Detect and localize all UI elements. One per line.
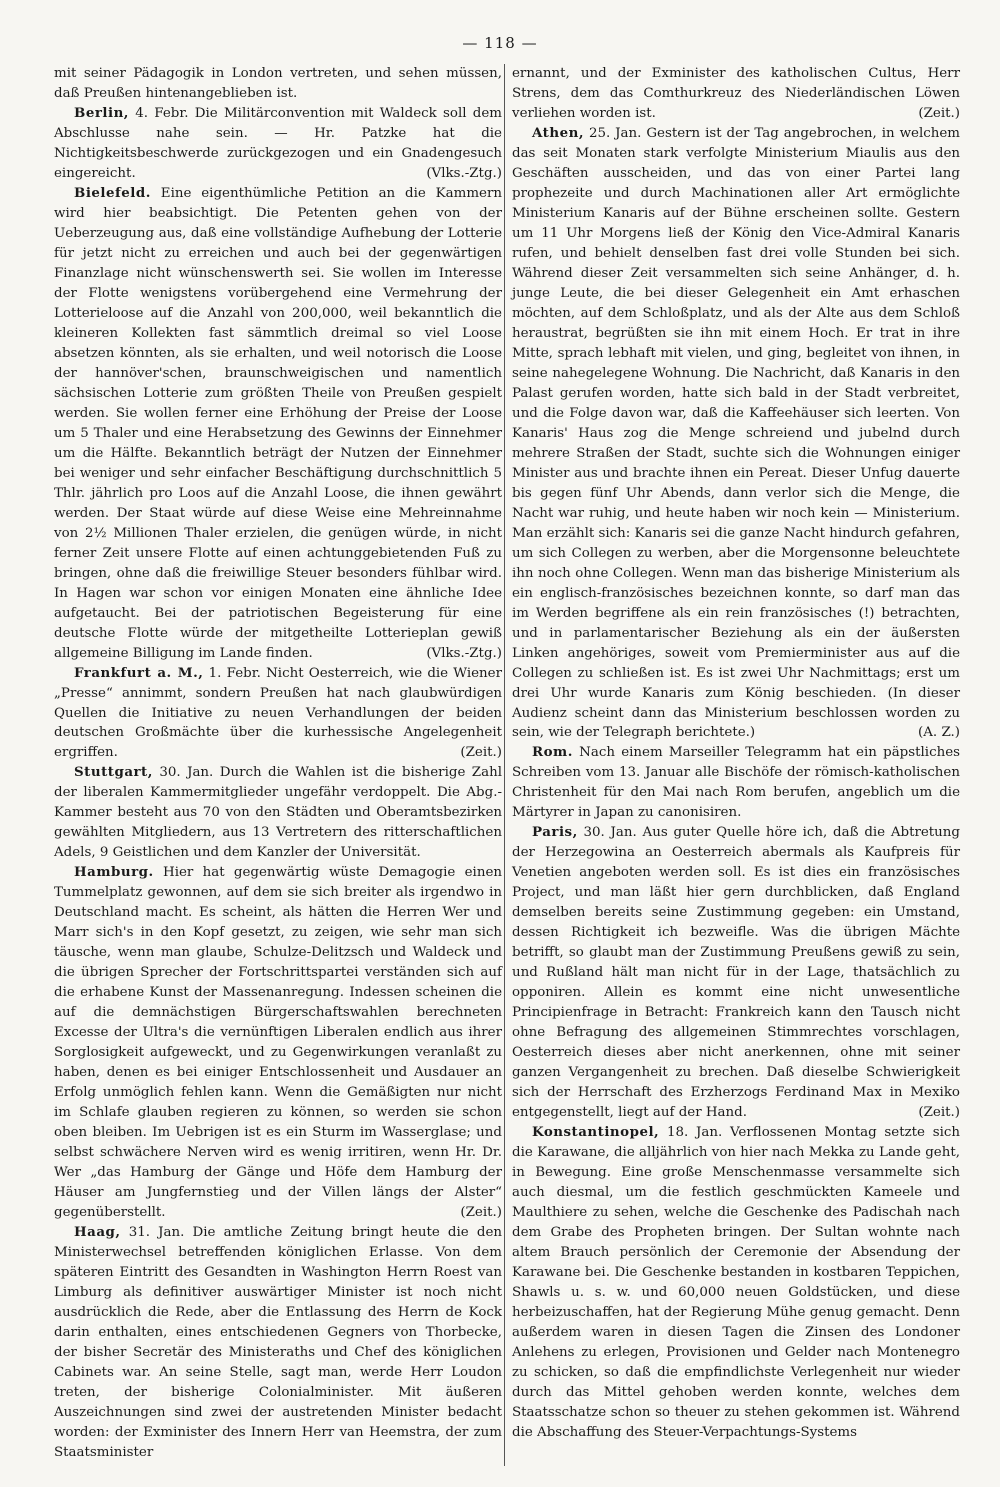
article-bielefeld xyxy=(54,184,502,664)
article-source: (Vlks.-Ztg.) xyxy=(426,165,502,181)
article-source: (A. Z.) xyxy=(918,725,960,741)
article-source: (Vlks.-Ztg.) xyxy=(426,645,502,661)
article-text: Nach einem Marseiller Telegramm hat ein päpstliches Schreiben vom 13. Januar alle Bischöfe der römisch-katholischen Christenheit für den Mai nach Rom berufen, angeblich um die Märtyrer in Japan zu canonisiren. xyxy=(512,745,960,821)
dateline-place: Stuttgart, xyxy=(74,764,153,781)
article-source: (Zeit.) xyxy=(918,105,960,121)
article-berlin xyxy=(54,104,502,184)
article-paris xyxy=(512,823,960,1123)
dateline-place: Frankfurt a. M., xyxy=(74,664,204,681)
article-text: Eine eigenthümliche Petition an die Kammern wird hier beabsichtigt. Die Petenten gehen von der Ueberzeugung aus, daß eine vollständige Aufhebung der Lotterie für jetzt nicht zu erreichen und auch bei der gegenwärtigen Finanzlage nicht wünschenswerth sei. Sie wollen im Interesse der Flotte wenigstens vorübergehend eine Vermehrung der Lotterieloose auf die Anzahl von 200,000, weil bekanntlich die kleineren Kollekten fast sämmtlich dreimal so viel Loose absetzen könnten, als sie erhalten, und weil notorisch die Loose der hannöver'schen, braunschweigischen und namentlich sächsischen Lotterie zum größten Theile von Preußen gespielt werden. Sie wollen ferner eine Erhöhung der Preise der Loose um 5 Thaler und eine Herabsetzung des Gewinns der Einnehmer um die Hälfte. Bekanntlich beträgt der Nutzen der Einnehmer bei weniger und sehr einfacher Beschäftigung durchschnittlich 5 Thlr. jährlich pro Loos auf die Anzahl Loose, die ihnen gewährt werden. Der Staat würde auf diese Weise eine Mehreinnahme von 2½ Millionen Thaler erzielen, die genügen würde, in nicht ferner Zeit unsere Flotte auf einen achtunggebietenden Fuß zu bringen, ohne daß die freiwillige Steuer besonders fühlbar wird. In Hagen war schon vor einigen Monaten eine ähnliche Idee aufgetaucht. Bei der patriotischen Begeisterung für eine deutsche Flotte würde der mitgetheilte Lotterieplan gewiß allgemeine Billigung im Lande finden. xyxy=(54,185,502,661)
article-text: ernannt, und der Exminister des katholischen Cultus, Herr Strens, dem das Comthurkreuz des Niederländischen Löwen verliehen worden ist. xyxy=(512,66,960,121)
right-column xyxy=(512,64,960,1443)
article-source: (Zeit.) xyxy=(460,1205,502,1221)
article-text: 4. Febr. Die Militärconvention mit Waldeck soll dem Abschlusse nahe sein. — Hr. Patzke hat die Nichtigkeitsbeschwerde zurückgezogen und ein Gnadengesuch eingereicht. xyxy=(54,105,502,181)
page-number: — 118 — xyxy=(462,34,538,52)
article-text: 18. Jan. Verflossenen Montag setzte sich die Karawane, die alljährlich von hier nach Mekka zu Lande geht, in Bewegung. Eine große Menschenmasse versammelte sich auch diesmal, um die festlich geschmückten Kameele und Maulthiere zu sehen, welche die Geschenke des Padischah nach dem Grabe des Propheten bringen. Der Sultan wohnte nach altem Brauch persönlich der Ceremonie der Absendung der Karawane bei. Die Geschenke bestanden in kostbaren Teppichen, Shawls u. s. w. und 60,000 neuen Goldstücken, und diese herbeizuschaffen, hat der Regierung Mühe genug gemacht. Denn außerdem waren in diesen Tagen die Zinsen des Londoner Anlehens zu erlegen, Provisionen und Gelder nach Montenegro zu schicken, so daß die empfindlichste Verlegenheit nur wieder durch das Mittel gehoben werden konnte, welches dem Staatsschatze schon so theuer zu stehen gekommen ist. Während die Abschaffung des Steuer-Verpachtungs-Systems xyxy=(512,1125,960,1440)
article-source: (Zeit.) xyxy=(460,745,502,761)
article-text: Hier hat gegenwärtig wüste Demagogie einen Tummelplatz gewonnen, auf dem sie sich breiter als irgendwo in Deutschland macht. Es scheint, als hätten die Herren Wer und Marr sich's in den Kopf gesetzt, zu zeigen, wie sehr man sich täusche, wenn man glaube, Schulze-Delitzsch und Waldeck und die übrigen Sprecher der Fortschrittspartei verständen sich auf die erhabene Kunst der Massenanregung. Indessen scheinen die auf die demnächstigen Bürgerschaftswahlen berechneten Excesse der Ultra's die vernünftigen Liberalen endlich aus ihrer Sorglosigkeit aufgeweckt, und zu Gegenwirkungen veranlaßt zu haben, denen es bei einiger Entschlossenheit und Ausdauer an Erfolg unmöglich fehlen kann. Wenn die Gemäßigten nur nicht im Schlafe glauben regieren zu können, so werden sie schon oben bleiben. Im Uebrigen ist es ein Sturm im Wasserglase; und selbst schwächere Nerven wird es wenig irritiren, wenn Hr. Dr. Wer „das Hamburg der Gänge und Höfe dem Hamburg der Häuser am Jungfernstieg und der Villen längs der Alster“ gegenüberstellt. xyxy=(54,865,502,1221)
article-rom xyxy=(512,743,960,823)
dateline-place: Berlin, xyxy=(74,104,129,121)
dateline-place: Paris, xyxy=(532,824,578,841)
column-divider xyxy=(504,64,505,1466)
left-column xyxy=(54,64,502,1463)
dateline-place: Hamburg. xyxy=(74,864,154,881)
article-text: 25. Jan. Gestern ist der Tag angebrochen, in welchem das seit Monaten stark verfolgte Ministerium Miaulis aus den Geschäften ausscheiden, und das von einer Partei lang prophezeite und durch Machinationen aller Art ermöglichte Ministerium Kanaris auf der Bühne erscheinen sollte. Gestern um 11 Uhr Morgens ließ der König den Vice-Admiral Kanaris rufen, und behielt denselben fast drei volle Stunden bei sich. Während dieser Zeit versammelten sich seine Anhänger, d. h. junge Leute, die bei dieser Gelegenheit ein Amt erhaschen möchten, auf dem Schloßplatz, und als der Alte aus dem Schloß heraustrat, begrüßten sie ihn mit einem Hoch. Er trat in ihre Mitte, sprach lebhaft mit vielen, und ging, begleitet von ihnen, in seine nahegelegene Wohnung. Die Nachricht, daß Kanaris in den Palast gerufen worden, hatte sich bald in der Stadt verbreitet, und die Folge davon war, daß die Kaffeehäuser sich leerten. Von Kanaris' Haus zog die Menge schreiend und jubelnd durch mehrere Straßen der Stadt, suchte sich die Wohnungen einiger Minister aus und brachte ihnen ein Pereat. Dieser Unfug dauerte bis gegen fünf Uhr Abends, dann verlor sich die Menge, die Nacht war ruhig, und heute haben wir noch kein — Ministerium. Man erzählt sich: Kanaris sei die ganze Nacht hindurch gefahren, um sich Collegen zu werben, aber die Morgensonne beleuchtete ihn noch ohne Collegen. Wenn man das bisherige Ministerium als ein englisch-französisches bezeichnen konnte, so darf man das im Werden begriffene als ein rein französisches (!) betrachten, und in parlamentarischer Beziehung als ein der äußersten Linken angehöriges, soweit vom Premierminister aus auf die Collegen zu schließen ist. Es ist zwei Uhr Nachmittags; erst um drei Uhr wurde Kanaris zum König beschieden. (In dieser Audienz scheint dann das Ministerium beschlossen worden zu sein, wie der Telegraph berichtete.) xyxy=(512,125,960,741)
dateline-place: Athen, xyxy=(532,124,584,141)
article-text: 1. Febr. Nicht Oesterreich, wie die Wiener „Presse“ annimmt, sondern Preußen hat nach glaubwürdigen Quellen die Initiative zu neuen Verhandlungen der beiden deutschen Großmächte über die kurhessische Angelegenheit ergriffen. xyxy=(54,665,502,761)
article-stuttgart xyxy=(54,763,502,863)
article-athen xyxy=(512,124,960,744)
article-konstantinopel xyxy=(512,1123,960,1443)
article-text: 30. Jan. Durch die Wahlen ist die bisherige Zahl der liberalen Kammermitglieder ungefähr verdoppelt. Die Abg.-Kammer besteht aus 70 von den Städten und Oberamtsbezirken gewählten Mitgliedern, aus 13 Vertretern des ritterschaftlichen Adels, 9 Geistlichen und dem Kanzler der Universität. xyxy=(54,765,502,861)
dateline-place: Bielefeld. xyxy=(74,184,151,201)
article-frankfurt xyxy=(54,664,502,764)
dateline-place: Haag, xyxy=(74,1224,121,1241)
article-text: mit seiner Pädagogik in London vertreten, und sehen müssen, daß Preußen hintenangeblieben ist. xyxy=(54,66,502,101)
article-source: (Zeit.) xyxy=(918,1105,960,1121)
article-continuation xyxy=(512,64,960,124)
article-continuation xyxy=(54,64,502,104)
article-haag xyxy=(54,1223,502,1463)
dateline-place: Rom. xyxy=(532,744,573,761)
article-text: 30. Jan. Aus guter Quelle höre ich, daß die Abtretung der Herzegowina an Oesterreich abermals als Kaufpreis für Venetien angeboten werden soll. Es ist dies ein französisches Project, und man läßt hier gern durchblicken, daß England demselben bereits seine Zustimmung gegeben: ein Umstand, dessen Richtigkeit ich bezweifle. Was die übrigen Mächte betrifft, so glaubt man der Zustimmung Preußens gewiß zu sein, und Rußland hält man nicht für in der Lage, thatsächlich zu opponiren. Allein es kommt eine nicht unwesentliche Principienfrage in Betracht: Frankreich kann den Tausch nicht ohne Befragung des allgemeinen Stimmrechtes vorschlagen, Oesterreich dieses aber nicht anerkennen, ohne mit seiner ganzen Vergangenheit zu brechen. Daß dieselbe Schwierigkeit sich der Herrschaft des Erzherzogs Ferdinand Max in Mexiko entgegenstellt, liegt auf der Hand. xyxy=(512,825,960,1121)
article-hamburg xyxy=(54,863,502,1223)
dateline-place: Konstantinopel, xyxy=(532,1124,660,1141)
article-text: 31. Jan. Die amtliche Zeitung bringt heute die den Ministerwechsel betreffenden königlichen Erlasse. Von dem späteren Eintritt des Gesandten in Washington Herrn Roest van Limburg als definitiver auswärtiger Minister ist noch nicht ausdrücklich die Rede, aber die Entlassung des Herrn de Kock darin enthalten, eines entschiedenen Gegners von Thorbecke, der bisher Secretär des Ministeraths und Chef des königlichen Cabinets war. An seine Stelle, sagt man, werde Herr Loudon treten, der bisherige Colonialminister. Mit äußeren Auszeichnungen sind zwei der austretenden Minister bedacht worden: der Exminister des Innern Herr van Heemstra, der zum Staatsminister xyxy=(54,1225,502,1460)
